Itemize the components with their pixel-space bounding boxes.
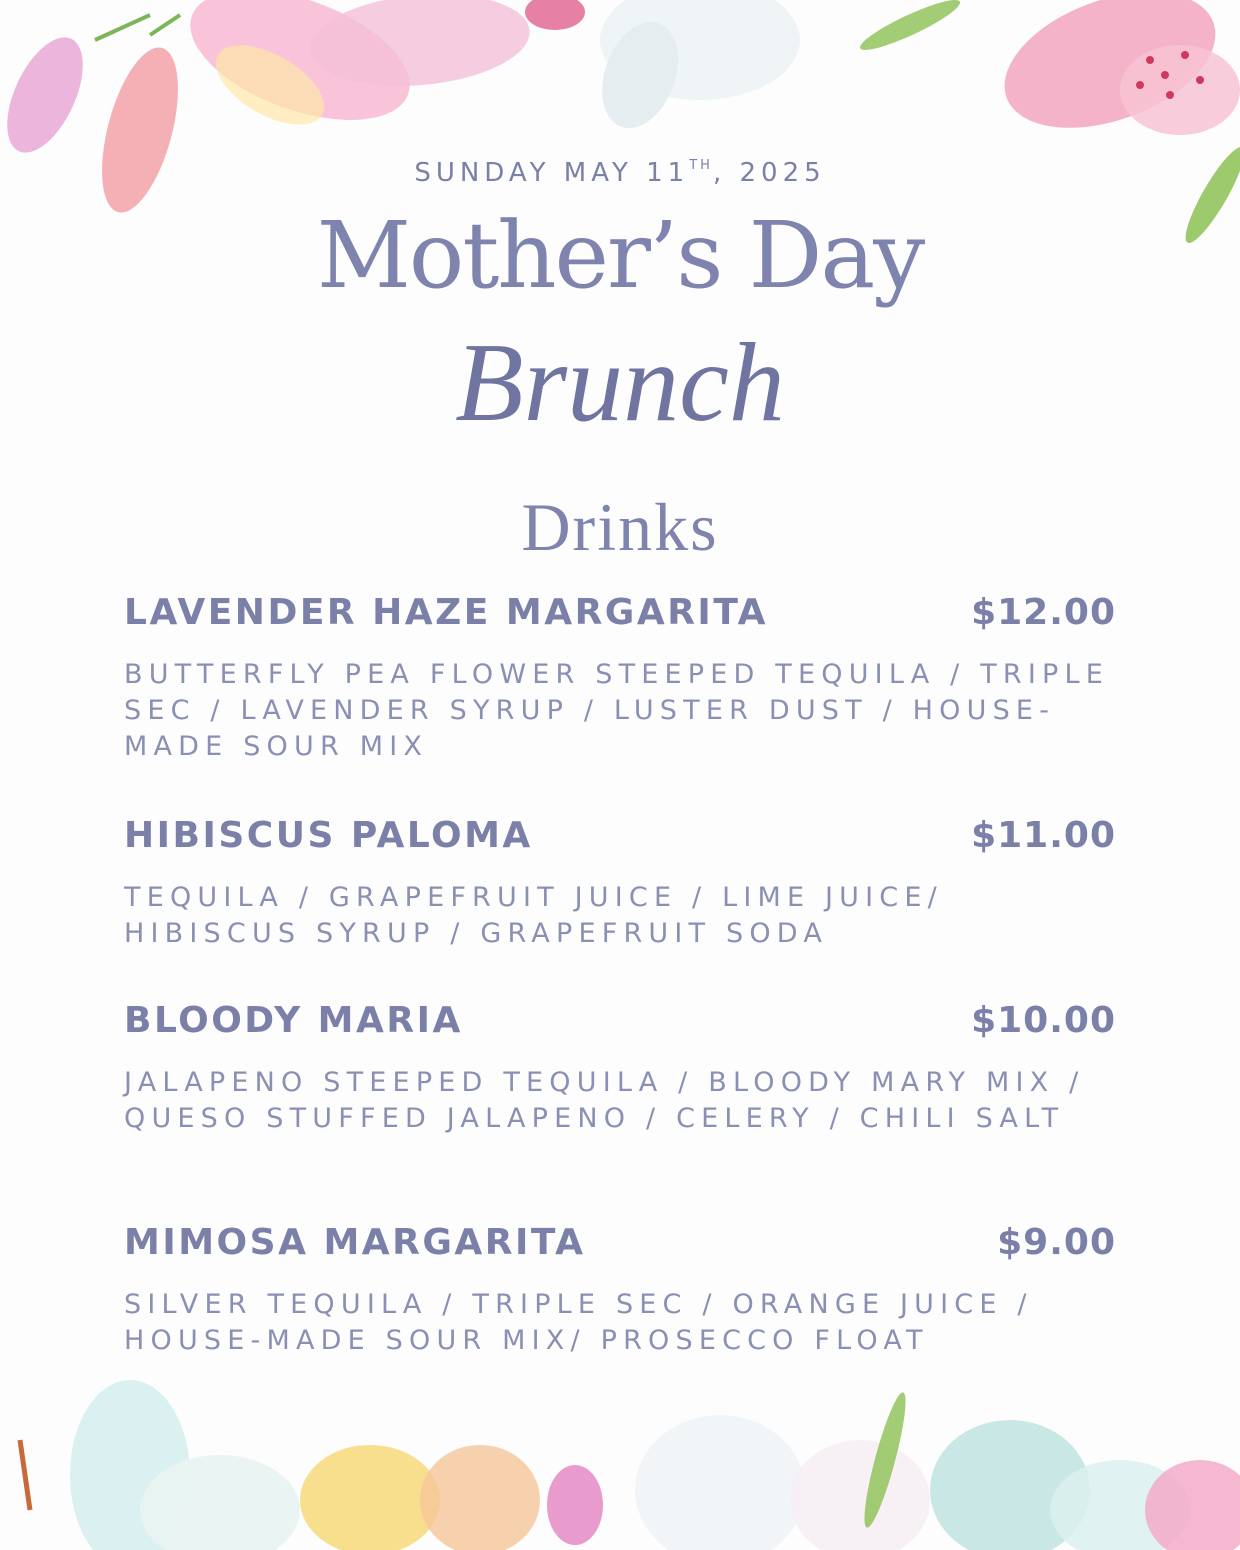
menu-item [124,815,1116,952]
menu-item-name: MIMOSA MARGARITA [124,1222,586,1263]
section-heading: Drinks [521,489,719,565]
menu-item [124,1000,1116,1137]
menu-item-name: LAVENDER HAZE MARGARITA [124,592,768,633]
menu-item [124,592,1116,765]
menu-item-name: HIBISCUS PALOMA [124,815,533,856]
menu-item-price: $11.00 [971,815,1116,856]
menu-item-description: JALAPENO STEEPED TEQUILA / BLOODY MARY MIX / QUESO STUFFED JALAPENO / CELERY / CHILI SALT [124,1067,1085,1134]
date-ordinal: TH [689,158,713,173]
menu-item-price: $10.00 [971,1000,1116,1041]
event-date [0,158,1240,188]
menu-item-description: TEQUILA / GRAPEFRUIT JUICE / LIME JUICE/ HIBISCUS SYRUP / GRAPEFRUIT SODA [124,882,943,949]
menu-item-name: BLOODY MARIA [124,1000,463,1041]
menu-item-price: $12.00 [971,592,1116,633]
date-main: SUNDAY MAY 11 [414,158,690,188]
menu-item-description: BUTTERFLY PEA FLOWER STEEPED TEQUILA / TRIPLE SEC / LAVENDER SYRUP / LUSTER DUST / HOUSE-MADE SOUR MIX [124,659,1110,762]
floral-border-bottom [0,1380,1240,1550]
menu-item-price: $9.00 [997,1222,1116,1263]
menu-item-description: SILVER TEQUILA / TRIPLE SEC / ORANGE JUICE / HOUSE-MADE SOUR MIX/ PROSECCO FLOAT [124,1289,1033,1356]
page-title: Mother’s Day [316,202,924,309]
script-subtitle: Brunch [455,321,785,445]
menu-item [124,1222,1116,1359]
date-year: , 2025 [712,158,826,188]
